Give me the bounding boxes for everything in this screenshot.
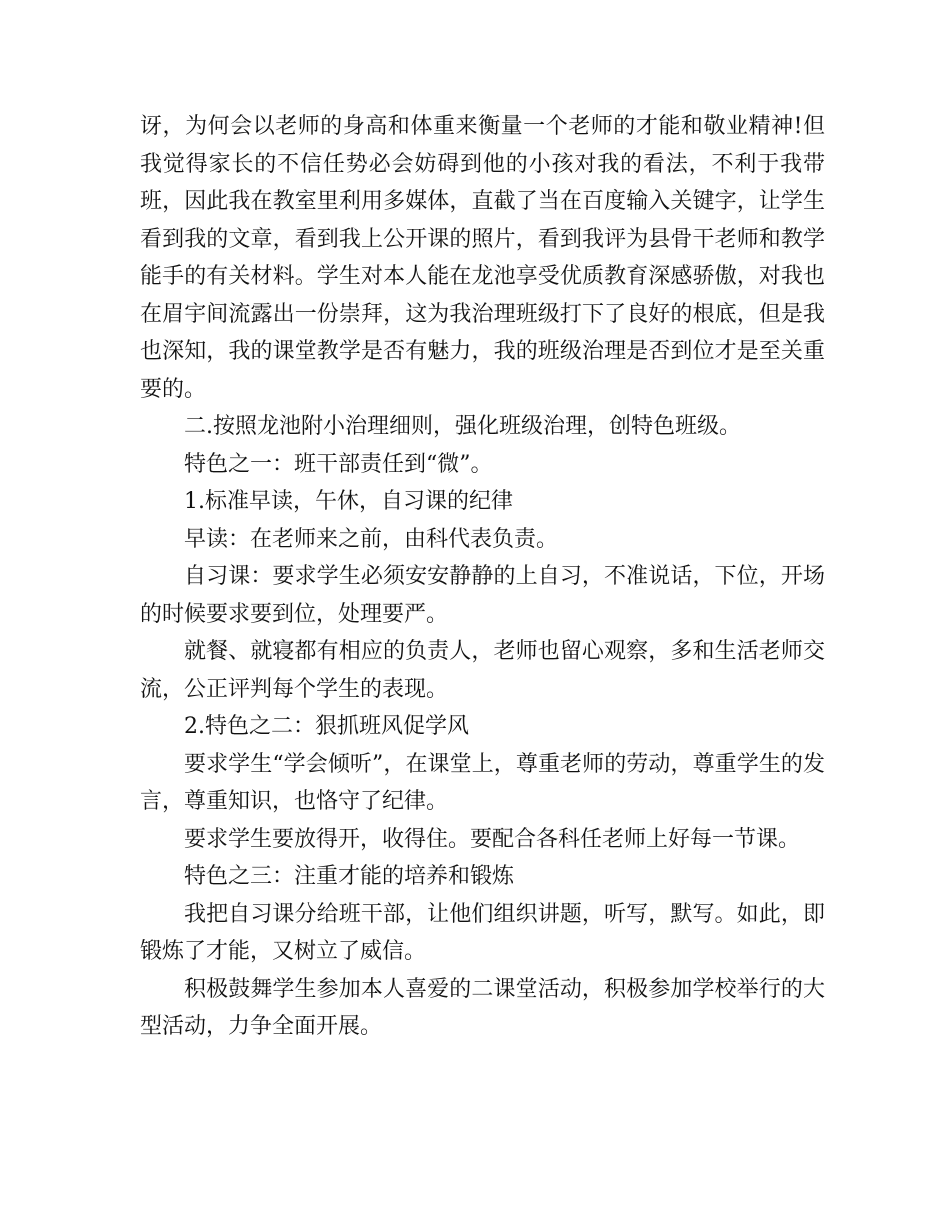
paragraph-activities: 积极鼓舞学生参加本人喜爱的二课堂活动，积极参加学校举行的大型活动，力争全面开展。 [140,976,825,1039]
paragraph-class-leaders: 我把自习课分给班干部，让他们组织讲题，听写，默写。如此，即锻炼了才能，又树立了威信。 [140,901,825,964]
paragraph-cooperation: 要求学生要放得开，收得住。要配合各科任老师上好每一节课。 [184,826,801,852]
paragraph-dining-sleeping: 就餐、就寝都有相应的负责人，老师也留心观察，多和生活老师交流，公正评判每个学生的表现。 [140,639,825,702]
paragraph-continuation: 讶，为何会以老师的身高和体重来衡量一个老师的才能和敬业精神!但我觉得家长的不信任势必会妨碍到他的小孩对我的看法，不利于我带班，因此我在教室里利用多媒体，直截了当在百度输入关键字，让学生看到我的文章，看到我上公开课的照片，看到我评为县骨干老师和教学能手的有关材料。学生对本人能在龙池享受优质教育深感骄傲，对我也在眉宇间流露出一份崇拜，这为我治理班级打下了良好的根底，但是我也深知，我的课堂教学是否有魅力，我的班级治理是否到位才是至关重要的。 [140,114,825,402]
paragraph-self-study: 自习课：要求学生必须安安静静的上自习，不准说话，下位，开场的时候要求要到位，处理要严。 [140,564,825,627]
feature-heading-3: 特色之三：注重才能的培养和锻炼 [184,864,515,889]
section-heading-2: 二.按照龙池附小治理细则，强化班级治理，创特色班级。 [184,414,741,439]
feature-heading-1: 特色之一：班干部责任到“微”。 [184,451,493,477]
paragraph-listening: 要求学生“学会倾听”，在课堂上，尊重老师的劳动，尊重学生的发言，尊重知识，也恪守了纪律。 [140,751,825,814]
subheading-1: 1.标准早读，午休，自习课的纪律 [184,489,513,514]
document-body [140,108,825,1046]
subheading-2: 2.特色之二：狠抓班风促学风 [184,714,469,739]
paragraph-morning-reading: 早读：在老师来之前，由科代表负责。 [184,526,559,552]
